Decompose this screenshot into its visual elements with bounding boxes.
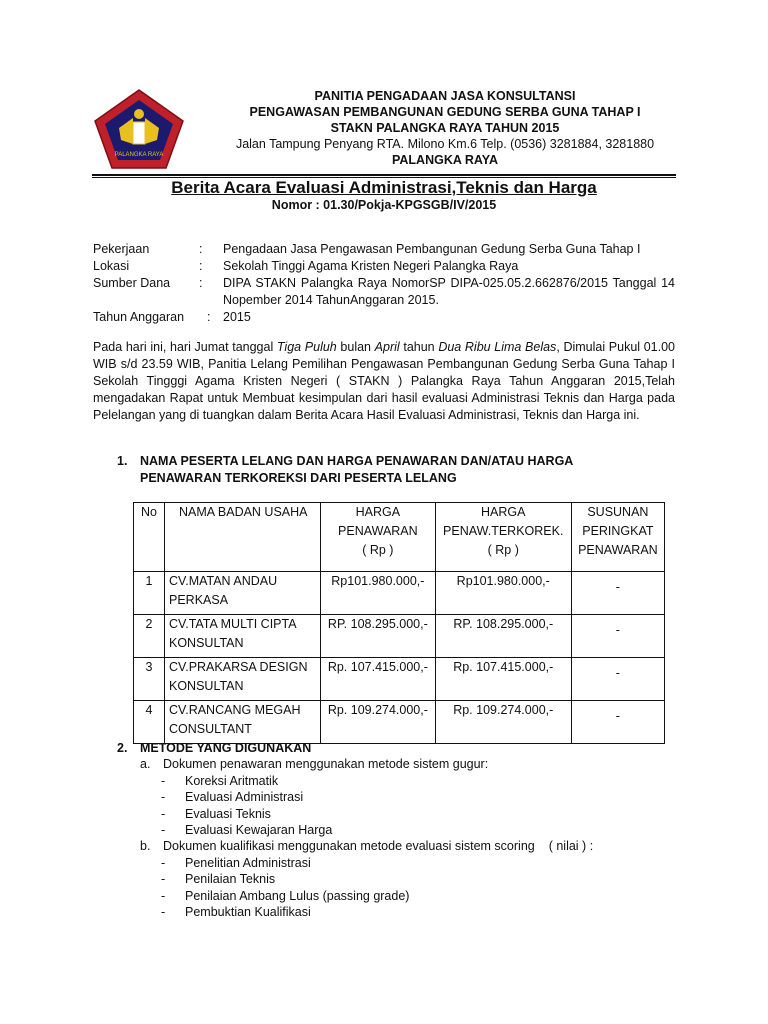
opening-paragraph <box>93 339 675 424</box>
info-row-tahun-anggaran <box>93 309 675 326</box>
list-item: - Evaluasi Kewajaran Harga <box>161 823 333 838</box>
cell-koreksi: Rp101.980.000,- <box>435 572 571 615</box>
info-value: 2015 <box>223 310 251 324</box>
subsection-a <box>140 756 677 772</box>
document-number: Nomor : 01.30/Pokja-KPGSGB/IV/2015 <box>271 198 497 212</box>
project-info <box>93 241 675 326</box>
cell-no: 3 <box>134 658 165 701</box>
section-2-heading <box>117 740 677 756</box>
subsection-letter: b. <box>140 839 151 854</box>
cell-name: CV.MATAN ANDAU PERKASA <box>165 572 321 615</box>
table-row <box>134 615 665 658</box>
info-value: DIPA STAKN Palangka Raya NomorSP DIPA-025.05.2.662876/2015 Tanggal 14 Nopember 2014 TahunAnggaran 2015. <box>223 276 675 307</box>
table-row <box>134 658 665 701</box>
section-number: 1. <box>117 454 128 468</box>
cell-harga: Rp. 107.415.000,- <box>321 658 436 701</box>
cell-harga: Rp. 109.274.000,- <box>321 701 436 744</box>
bids-table <box>133 502 665 744</box>
list-item: - Penilaian Ambang Lulus (passing grade) <box>161 888 410 903</box>
cell-name: CV.PRAKARSA DESIGN KONSULTAN <box>165 658 321 701</box>
cell-koreksi: Rp. 107.415.000,- <box>435 658 571 701</box>
cell-name: CV.RANCANG MEGAH CONSULTANT <box>165 701 321 744</box>
cell-name: CV.TATA MULTI CIPTA KONSULTAN <box>165 615 321 658</box>
cell-peringkat: - <box>571 658 664 701</box>
subsection-b <box>140 838 677 854</box>
para-text: Pada hari ini, hari Jumat tanggal <box>93 340 277 354</box>
logo-sun <box>134 109 144 119</box>
table-row <box>134 701 665 744</box>
para-month: April <box>374 340 400 354</box>
list-item: - Penelitian Administrasi <box>161 855 311 870</box>
cell-harga: RP. 108.295.000,- <box>321 615 436 658</box>
info-colon: : <box>199 259 203 273</box>
info-label: Tahun Anggaran <box>93 310 185 324</box>
letterhead-address: Jalan Tampung Penyang RTA. Milono Km.6 Telp. (0536) 3281884, 3281880 <box>235 137 655 151</box>
header-rule-thick <box>92 174 676 176</box>
section-title: NAMA PESERTA LELANG DAN HARGA PENAWARAN DAN/ATAU HARGA PENAWARAN TERKOREKSI DARI PESERTA LELANG <box>140 454 573 485</box>
col-header-peringkat: SUSUNAN PERINGKAT PENAWARAN <box>571 503 664 572</box>
info-colon: : <box>207 310 211 324</box>
info-row-sumber-dana <box>93 275 675 309</box>
cell-peringkat: - <box>571 572 664 615</box>
cell-peringkat: - <box>571 701 664 744</box>
info-label: Sumber Dana <box>93 276 171 290</box>
para-text: bulan <box>336 340 375 354</box>
para-year: Dua Ribu Lima Belas <box>438 340 557 354</box>
para-date: Tiga Puluh <box>276 340 337 354</box>
info-row-lokasi <box>93 258 675 275</box>
letterhead-city: PALANGKA RAYA <box>391 153 499 167</box>
logo-book <box>133 122 145 144</box>
col-header-harga: HARGA PENAWARAN ( Rp ) <box>321 503 436 572</box>
cell-no: 4 <box>134 701 165 744</box>
list-item: - Evaluasi Administrasi <box>161 790 304 805</box>
cell-no: 1 <box>134 572 165 615</box>
table-header-row <box>134 503 665 572</box>
list-item: - Penilaian Teknis <box>161 872 276 887</box>
section-1-heading <box>117 453 657 487</box>
info-colon: : <box>199 276 203 290</box>
table-row <box>134 572 665 615</box>
cell-koreksi: Rp. 109.274.000,- <box>435 701 571 744</box>
cell-peringkat: - <box>571 615 664 658</box>
stakn-logo <box>93 88 185 170</box>
list-item: - Koreksi Aritmatik <box>161 773 279 788</box>
info-label: Pekerjaan <box>93 242 150 256</box>
letterhead-line-3: STAKN PALANGKA RAYA TAHUN 2015 <box>330 121 560 135</box>
letterhead-line-2: PENGAWASAN PEMBANGUNAN GEDUNG SERBA GUNA TAHAP I <box>249 105 641 119</box>
list-item: - Pembuktian Kualifikasi <box>161 905 311 920</box>
col-header-name: NAMA BADAN USAHA <box>165 503 321 572</box>
para-text: , Dimulai Pukul 01.00 WIB s/d 23.59 WIB, Panitia Lelang Pemilihan Pengawasan Pembangunan Gedung Serba Guna Tahap I Sekolah Tingggi Agama Kristen Negeri ( STAKN ) Palangka Raya Tahun Anggaran 2015,Telah mengadakan Rapat untuk Membuat kesimpulan dari hasil evaluasi Administrasi Teknis dan Harga pada Pelelangan yang di tuangkan dalam Berita Acara Hasil Evaluasi Administrasi, Teknis dan Harga ini. <box>93 340 676 422</box>
logo-text: PALANGKA RAYA <box>114 152 164 158</box>
letterhead <box>200 88 690 168</box>
info-colon: : <box>199 242 203 256</box>
col-header-koreksi: HARGA PENAW.TERKOREK. ( Rp ) <box>435 503 571 572</box>
letterhead-line-1: PANITIA PENGADAAN JASA KONSULTANSI <box>314 89 576 103</box>
document-title: Berita Acara Evaluasi Administrasi,Teknis dan Harga <box>171 178 597 197</box>
cell-no: 2 <box>134 615 165 658</box>
info-value: Pengadaan Jasa Pengawasan Pembangunan Gedung Serba Guna Tahap I <box>223 242 641 256</box>
section-2 <box>117 740 677 920</box>
info-value: Sekolah Tinggi Agama Kristen Negeri Palangka Raya <box>223 259 519 273</box>
section-title: METODE YANG DIGUNAKAN <box>140 741 312 755</box>
subsection-text: Dokumen penawaran menggunakan metode sistem gugur: <box>163 757 489 772</box>
info-label: Lokasi <box>93 259 130 273</box>
section-number: 2. <box>117 741 128 755</box>
cell-harga: Rp101.980.000,- <box>321 572 436 615</box>
para-text: tahun <box>399 340 439 354</box>
list-item: - Evaluasi Teknis <box>161 806 271 821</box>
col-header-no: No <box>134 503 165 572</box>
subsection-text: Dokumen kualifikasi menggunakan metode evaluasi sistem scoring ( nilai ) : <box>163 839 594 854</box>
info-row-pekerjaan <box>93 241 675 258</box>
subsection-letter: a. <box>140 757 151 772</box>
cell-koreksi: RP. 108.295.000,- <box>435 615 571 658</box>
